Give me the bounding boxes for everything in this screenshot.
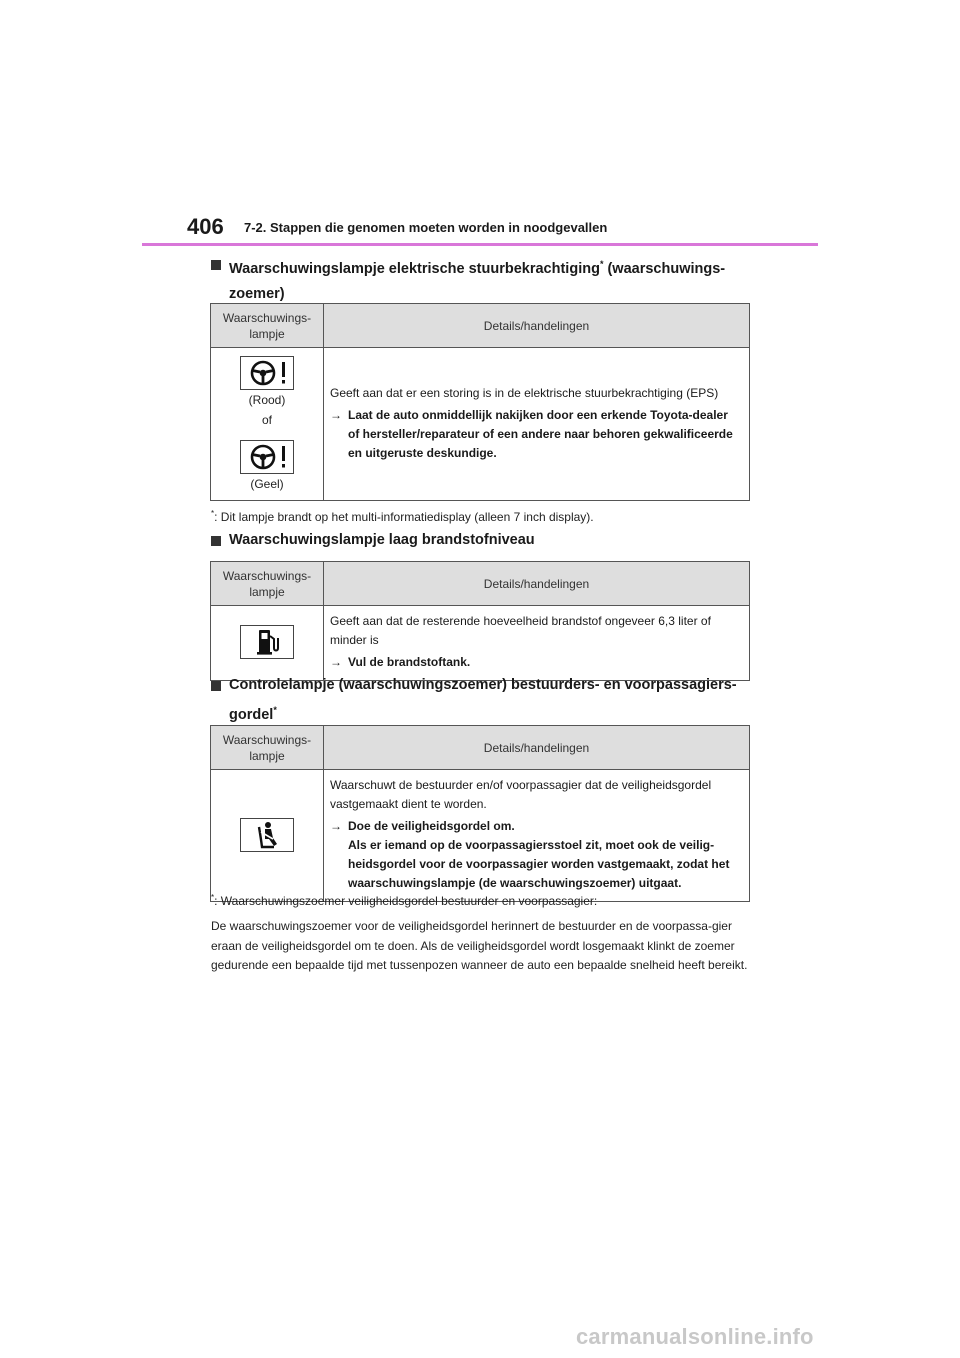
- bullet-square-icon: [211, 681, 221, 691]
- section-title-fuel: Waarschuwingslampje laag brandstofniveau: [211, 528, 751, 553]
- table-header-row: [211, 304, 750, 348]
- footnote-seatbelt: *: Waarschuwingszoemer veiligheidsgordel bestuurder en voorpassagier:: [211, 893, 598, 908]
- action-item: → Laat de auto onmiddellijk nakijken door een erkende Toyota-dealer of hersteller/reparateur of een andere naar behoren gekwalificeerde en uitgeruste deskundige.: [330, 406, 741, 463]
- table-power-steering: [210, 303, 750, 501]
- detail-text: Waarschuwt de bestuurder en/of voorpassagier dat de veiligheidsgordel vastgemaakt dient te worden.: [330, 778, 712, 811]
- table-seatbelt: [210, 725, 750, 902]
- detail-cell: [324, 606, 750, 681]
- lamp-caption-or: of: [261, 413, 272, 427]
- table-fuel: [210, 561, 750, 681]
- fuel-pump-icon: [240, 625, 294, 659]
- footnote-power-steering: *: Dit lampje brandt op het multi-informatiedisplay (alleen 7 inch display).: [211, 509, 594, 524]
- lamp-cell: [211, 606, 324, 681]
- table-row: [211, 606, 750, 681]
- lamp-cell: [211, 348, 324, 501]
- action-item: [330, 817, 741, 893]
- action-line-2: Als er iemand op de voorpassagiersstoel zit, moet ook de veilig-heidsgordel voor de voorpassagier worden vastgemaakt, zodat het waarschuwingslampje (de waarschuwingszoemer) uitgaat.: [348, 838, 730, 890]
- bullet-square-icon: [211, 536, 221, 546]
- header-details: Details/handelingen: [324, 304, 750, 348]
- lamp-caption-red: (Rood): [248, 393, 286, 407]
- table-header-row: [211, 726, 750, 770]
- chapter-title: 7-2. Stappen die genomen moeten worden in noodgevallen: [244, 220, 608, 235]
- header-rule: [142, 243, 818, 246]
- detail-text: Geeft aan dat er een storing is in de elektrische stuurbekrachtiging (EPS): [330, 385, 719, 400]
- power-steering-warning-icon: [240, 440, 294, 474]
- header-details: Details/handelingen: [324, 562, 750, 606]
- section-title-power-steering: Waarschuwingslampje elektrische stuurbekrachtiging* (waarschuwings- zoemer): [211, 252, 751, 307]
- detail-cell: [324, 348, 750, 501]
- header-lamp: Waarschuwings- lampje: [211, 304, 324, 348]
- page-number: 406: [187, 214, 224, 239]
- table-row: [211, 770, 750, 902]
- action-line-1: Doe de veiligheidsgordel om.: [348, 819, 515, 833]
- section-title-seatbelt: Controlelampje (waarschuwingszoemer) bestuurders- en voorpassagiers- gordel*: [211, 673, 751, 728]
- detail-text: Geeft aan dat de resterende hoeveelheid brandstof ongeveer 6,3 liter of minder is: [330, 614, 711, 647]
- header-lamp: Waarschuwings- lampje: [211, 726, 324, 770]
- lamp-cell: [211, 770, 324, 902]
- arrow-icon: →: [330, 407, 342, 422]
- seatbelt-reminder-icon: [240, 818, 294, 852]
- arrow-icon: →: [330, 819, 342, 833]
- power-steering-warning-icon: [240, 356, 294, 390]
- table-header-row: [211, 562, 750, 606]
- body-paragraph: De waarschuwingszoemer voor de veiligheidsgordel herinnert de bestuurder en de voorpassa-gier eraan de veiligheidsgordel om te doen. Als de veiligheidsgordel wordt losgemaakt klinkt de zoemer gedurende een bepaalde tijd met tussenpozen wanneer de auto een bepaalde snelheid heeft bereikt.: [211, 919, 748, 972]
- watermark: carmanualsonline.info: [576, 1324, 814, 1349]
- action-item: → Vul de brandstoftank.: [330, 653, 741, 672]
- bullet-square-icon: [211, 260, 221, 270]
- arrow-icon: →: [330, 655, 342, 669]
- lamp-caption-yellow: (Geel): [250, 477, 284, 491]
- header-details: Details/handelingen: [324, 726, 750, 770]
- detail-cell: [324, 770, 750, 902]
- page-header: [0, 0, 960, 250]
- table-row: [211, 348, 750, 501]
- header-lamp: Waarschuwings- lampje: [211, 562, 324, 606]
